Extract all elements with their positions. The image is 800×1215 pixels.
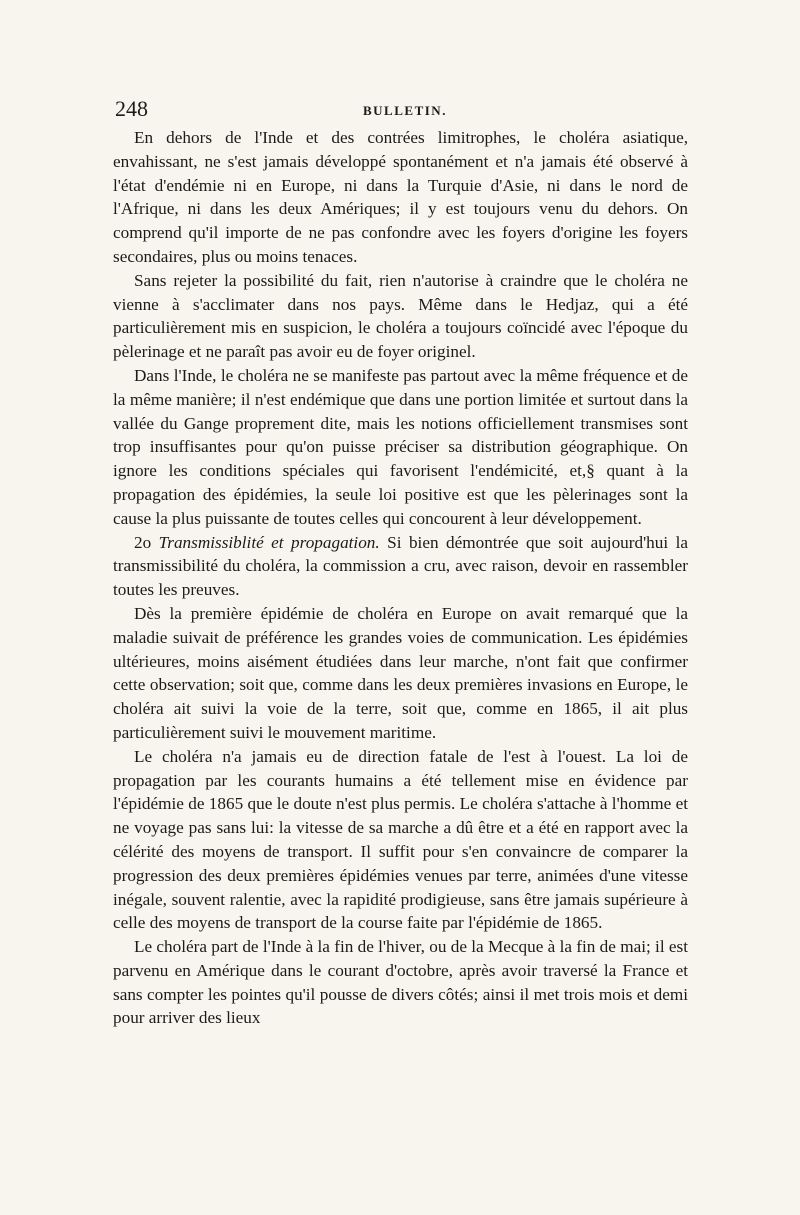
paragraph: Le choléra part de l'Inde à la fin de l'hiver, ou de la Mecque à la fin de mai; il est parvenu en Amérique dans le courant d'octobre, après avoir traversé la France et sans compter les pointes qu'il pousse de divers côtés; ainsi il met trois mois et demi pour arriver des lieux xyxy=(113,937,688,1028)
paragraph-text: Si bien démontrée que soit aujourd'hui la transmissibilité du choléra, la commission a cru, avec raison, devoir en rassembler toutes les preuves. xyxy=(113,532,689,600)
paragraph xyxy=(113,531,688,602)
paragraph: En dehors de l'Inde et des contrées limitrophes, le choléra asiatique, envahissant, ne s'est jamais développé spontanément et n'a jamais été observé à l'état d'endémie ni en Europe, ni dans la Turquie d'Asie, ni dans le nord de l'Afrique, ni dans les deux Amériques; il y est toujours venu du dehors. On comprend qu'il importe de ne pas confondre avec les foyers d'origine les foyers secondaires, plus ou moins tenaces. xyxy=(113,128,688,266)
page-number: 248 xyxy=(115,96,148,121)
paragraph: Dans l'Inde, le choléra ne se manifeste pas partout avec la même fréquence et de la même manière; il n'est endémique que dans une portion limitée et surtout dans la vallée du Gange proprement dite, mais les notions officiellement transmises sont trop insuffisantes pour qu'on puisse préciser sa distribution géographique. On ignore les conditions spéciales qui favorisent l'endémicité, et,§ quant à la propagation des épidémies, la seule loi positive est que les pèlerinages sont la cause la plus puissante de toutes celles qui concourent à leur développement. xyxy=(113,365,688,528)
section-number: 2o xyxy=(134,532,159,552)
paragraph: Sans rejeter la possibilité du fait, rien n'autorise à craindre que le choléra ne vienne à s'acclimater dans nos pays. Même dans le Hedjaz, qui a été particulièrement mis en suspicion, le choléra a toujours coïncidé avec l'époque du pèlerinage et ne paraît pas avoir eu de foyer originel. xyxy=(113,270,688,362)
paragraph: Dès la première épidémie de choléra en Europe on avait remarqué que la maladie suivait de préférence les grandes voies de communication. Les épidémies ultérieures, moins aisément étudiées dans leur marche, n'ont fait que confirmer cette observation; soit que, comme dans les deux premières invasions en Europe, le choléra ait suivi la voie de la terre, soit que, comme en 1865, il ait plus particulièrement suivi le mouvement maritime. xyxy=(113,603,688,742)
section-heading: Transmissiblité et propagation. xyxy=(158,532,380,552)
body-text xyxy=(113,126,688,1030)
paragraph: Le choléra n'a jamais eu de direction fatale de l'est à l'ouest. La loi de propagation par les courants humains a été tellement mise en évidence par l'épidémie de 1865 que le doute n'est plus permis. Le choléra s'attache à l'homme et ne voyage pas sans lui: la vitesse de sa marche a dû être et a été en rapport avec la célérité des moyens de transport. Il suffit pour s'en convaincre de comparer la progression des deux premières épidémies venues par terre, animées d'une vitesse inégale, souvent ralentie, avec la rapidité prodigieuse, sans être jamais supérieure à celle des moyens de transport de la course faite par l'épidémie de 1865. xyxy=(113,746,688,933)
running-title: BULLETIN. xyxy=(363,103,447,118)
page-header xyxy=(115,96,690,126)
